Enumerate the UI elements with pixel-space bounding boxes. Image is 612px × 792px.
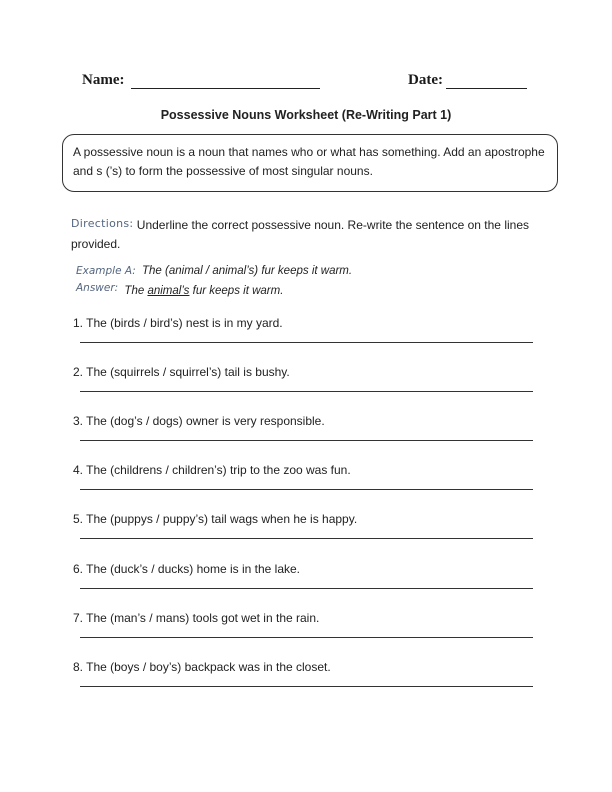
date-label: Date:: [408, 72, 443, 88]
answer-line-8[interactable]: [80, 686, 533, 687]
answer-line-2[interactable]: [80, 391, 533, 392]
answer-line-5[interactable]: [80, 538, 533, 539]
answer-line-6[interactable]: [80, 588, 533, 589]
answer-before: The: [124, 285, 145, 297]
answer-line: [76, 282, 284, 297]
answer-underlined-word: animal’s: [147, 285, 190, 297]
example-label: Example A:: [76, 265, 136, 277]
example-text: The (animal / animal’s) fur keeps it warm.: [142, 265, 353, 277]
answer-after: fur keeps it warm.: [192, 285, 284, 297]
header-row: [0, 72, 612, 92]
answer-label: Answer:: [76, 282, 119, 294]
definition-box: A possessive noun is a noun that names who or what has something. Add an apostrophe and s (’s) to form the possessive of most singular nouns.: [62, 134, 558, 192]
answer-line-7[interactable]: [80, 637, 533, 638]
name-label: Name:: [82, 72, 125, 88]
question-7: 7. The (man’s / mans) tools got wet in the rain.: [73, 611, 320, 625]
directions: [71, 216, 541, 254]
question-8: 8. The (boys / boy’s) backpack was in the closet.: [73, 660, 331, 674]
question-3: 3. The (dog’s / dogs) owner is very responsible.: [73, 414, 325, 428]
question-2: 2. The (squirrels / squirrel’s) tail is bushy.: [73, 365, 290, 379]
question-4: 4. The (childrens / children’s) trip to the zoo was fun.: [73, 463, 351, 477]
question-5: 5. The (puppys / puppy’s) tail wags when he is happy.: [73, 512, 358, 526]
answer-line-1[interactable]: [80, 342, 533, 343]
directions-text: Underline the correct possessive noun. Re-write the sentence on the lines provided.: [71, 218, 529, 251]
question-1: 1. The (birds / bird’s) nest is in my yard.: [73, 316, 283, 330]
answer-line-4[interactable]: [80, 489, 533, 490]
answer-line-3[interactable]: [80, 440, 533, 441]
question-6: 6. The (duck’s / ducks) home is in the lake.: [73, 562, 300, 576]
date-input-line[interactable]: [446, 88, 527, 89]
directions-label: Directions:: [71, 217, 134, 230]
example-line: [76, 265, 352, 277]
name-input-line[interactable]: [131, 88, 320, 89]
worksheet-title: Possessive Nouns Worksheet (Re-Writing Part 1): [160, 108, 452, 122]
